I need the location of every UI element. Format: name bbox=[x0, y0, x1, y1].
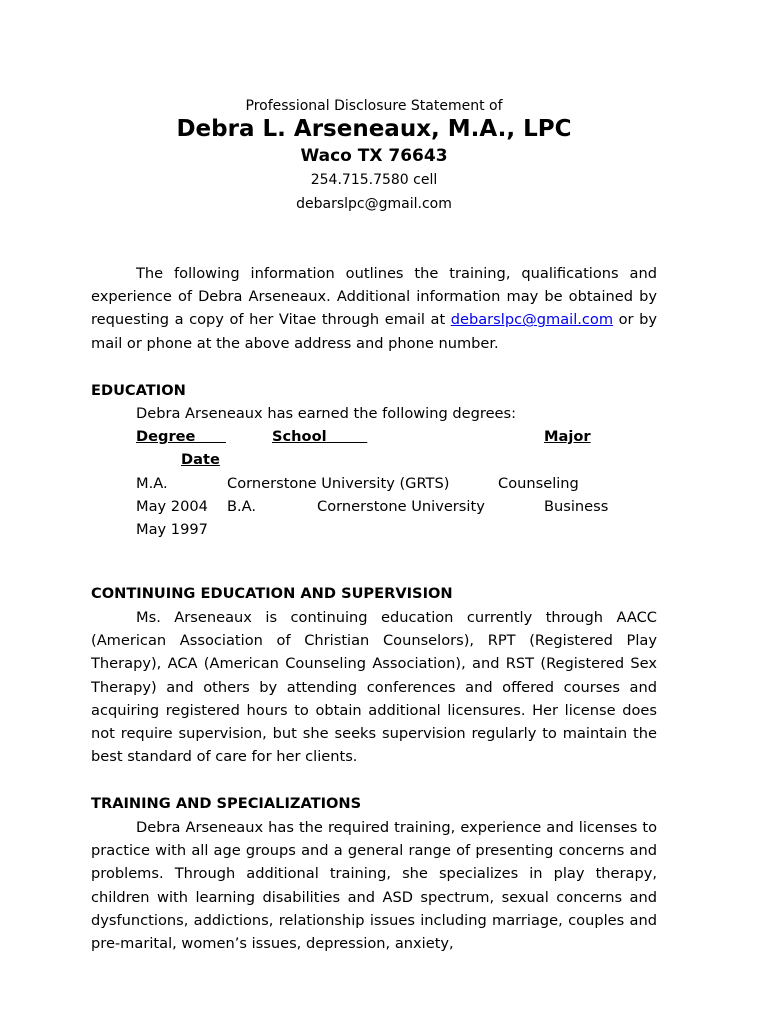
intro-text-2: or by mail or phone at the above address and phone number. bbox=[91, 311, 657, 352]
training-paragraph bbox=[91, 816, 657, 955]
col-major-header: Major bbox=[544, 428, 591, 445]
document-subtitle: Professional Disclosure Statement of bbox=[245, 98, 503, 114]
col-date-header: Date bbox=[181, 451, 220, 468]
row1-school: Cornerstone University (GRTS) bbox=[227, 475, 450, 492]
email-link[interactable]: debarslpc@gmail.com bbox=[450, 311, 614, 329]
row2-date: May 1997 bbox=[136, 521, 208, 538]
education-heading: EDUCATION bbox=[91, 382, 186, 399]
row2-school: Cornerstone University bbox=[317, 498, 485, 515]
col-school-header: School bbox=[272, 428, 327, 445]
training-heading: TRAINING AND SPECIALIZATIONS bbox=[91, 795, 362, 812]
row2-degree: B.A. bbox=[227, 498, 257, 515]
document-title-name: Debra L. Arseneaux, M.A., LPC bbox=[176, 116, 572, 142]
row1-degree: M.A. bbox=[136, 475, 168, 492]
intro-text-1: The following information outlines the training, qualifications and experience of Debra Arseneaux. Additional information may be obtained by requesting a copy of her Vitae through email at bbox=[91, 265, 657, 329]
contact-email: debarslpc@gmail.com bbox=[296, 196, 452, 212]
col-degree-header: Degree bbox=[136, 428, 196, 445]
education-lead: Debra Arseneaux has earned the following degrees: bbox=[136, 405, 517, 422]
row2-major: Business bbox=[544, 498, 609, 515]
row1-date: May 2004 bbox=[136, 498, 208, 515]
continuing-paragraph bbox=[91, 606, 657, 768]
intro-paragraph bbox=[91, 262, 657, 355]
row1-major: Counseling bbox=[498, 475, 579, 492]
continuing-heading: CONTINUING EDUCATION AND SUPERVISION bbox=[91, 585, 453, 602]
training-text: Debra Arseneaux has the required training, experience and licenses to practice with all age groups and a general range of presenting concerns and problems. Through additional training, she specializes in play therapy, children with learning disabilities and ASD spectrum, sexual concerns and dysfunctions, addictions, relationship issues including marriage, couples and pre-marital, women’s issues, depression, anxiety, bbox=[91, 819, 657, 953]
address-city: Waco TX 76643 bbox=[300, 146, 448, 166]
phone-number: 254.715.7580 cell bbox=[310, 172, 438, 188]
continuing-text: Ms. Arseneaux is continuing education currently through AACC (American Association of Christian Counselors), RPT (Registered Play Therapy), ACA (American Counseling Association), and RST (Registered Sex Therapy) and others by attending conferences and offered courses and acquiring registered hours to obtain additional licensures. Her license does not require supervision, but she seeks supervision regularly to maintain the best standard of care for her clients. bbox=[91, 609, 657, 766]
